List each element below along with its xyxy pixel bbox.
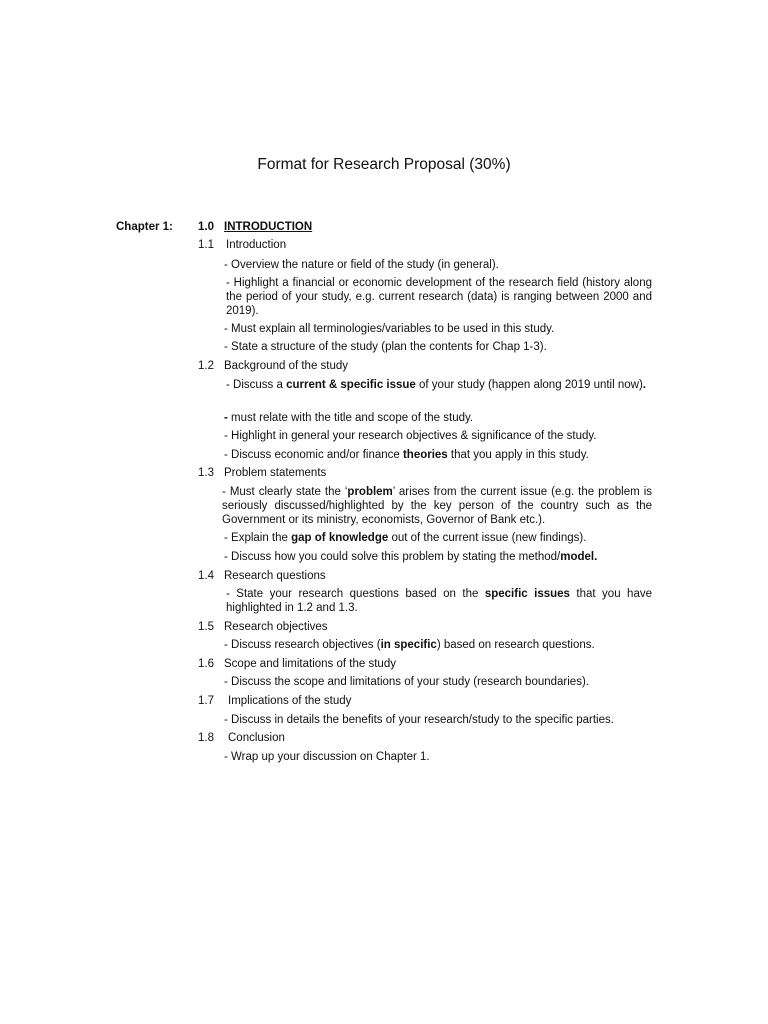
- section-title: Introduction: [226, 239, 287, 251]
- section-number: 1.7: [198, 695, 214, 707]
- section-number: 1.4: [198, 570, 214, 582]
- section-1-7-bullet-1: - Discuss in details the benefits of your research/study to the specific parties.: [224, 714, 614, 726]
- chapter-label: Chapter 1:: [116, 221, 173, 233]
- section-number: 1.1: [198, 239, 214, 251]
- section-number: 1.5: [198, 621, 214, 633]
- section-1-1-bullet-3: - Must explain all terminologies/variables to be used in this study.: [224, 323, 555, 335]
- section-number: 1.2: [198, 360, 214, 372]
- section-number: 1.6: [198, 658, 214, 670]
- section-1-2-bullet-4: - Discuss economic and/or finance theories that you apply in this study.: [224, 449, 589, 461]
- section-title: Problem statements: [224, 467, 327, 479]
- section-title: Implications of the study: [228, 695, 352, 707]
- section-title: Background of the study: [224, 360, 349, 372]
- section-1-1-bullet-4: - State a structure of the study (plan the contents for Chap 1-3).: [224, 341, 547, 353]
- main-heading-number: 1.0: [198, 221, 214, 233]
- section-1-3-bullet-2: - Explain the gap of knowledge out of the current issue (new findings).: [224, 532, 587, 544]
- section-1-3-bullet-1: - Must clearly state the ‘problem’ arises from the current issue (e.g. the problem is seriously discussed/highlighted by the key person of the country such as the Government or its ministry, economists, Governor of Bank etc.).: [222, 486, 652, 526]
- page-title: Format for Research Proposal (30%): [257, 156, 511, 173]
- section-title: Conclusion: [228, 732, 285, 744]
- section-title: Scope and limitations of the study: [224, 658, 396, 670]
- section-1-2-bullet-3: - Highlight in general your research objectives & significance of the study.: [224, 430, 597, 442]
- section-number: 1.8: [198, 732, 214, 744]
- main-heading-text: INTRODUCTION: [224, 221, 313, 233]
- section-1-1-bullet-1: - Overview the nature or field of the study (in general).: [224, 259, 499, 271]
- section-1-5-bullet-1: - Discuss research objectives (in specific) based on research questions.: [224, 639, 595, 651]
- section-1-2-bullet-2: - must relate with the title and scope of the study.: [224, 412, 474, 424]
- section-1-8-bullet-1: - Wrap up your discussion on Chapter 1.: [224, 751, 430, 763]
- section-number: 1.3: [198, 467, 214, 479]
- section-1-3-bullet-3: - Discuss how you could solve this problem by stating the method/model.: [224, 551, 598, 563]
- section-title: Research objectives: [224, 621, 328, 633]
- section-1-6-bullet-1: - Discuss the scope and limitations of your study (research boundaries).: [224, 676, 589, 688]
- section-1-2-bullet-1: - Discuss a current & specific issue of your study (happen along 2019 until now).: [226, 379, 646, 391]
- section-title: Research questions: [224, 570, 326, 582]
- section-1-1-bullet-2: - Highlight a financial or economic development of the research field (history along the period of your study, e.g. current research (data) is ranging between 2000 and 2019).: [226, 277, 652, 317]
- section-1-4-bullet-1: - State your research questions based on the specific issues that you have highlighted in 1.2 and 1.3.: [226, 588, 652, 614]
